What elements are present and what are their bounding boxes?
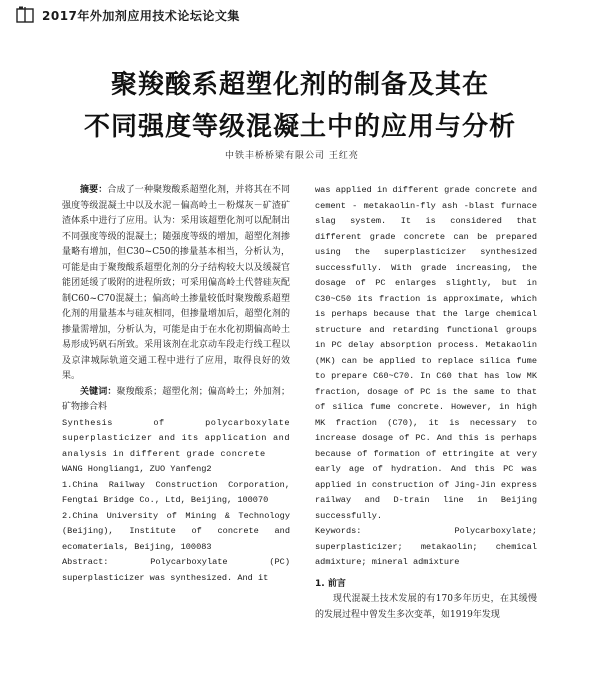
english-affil-1: 1.China Railway Construction Corporation, Fengtai Bridge Co., Ltd, Beijing, 100070 xyxy=(62,479,290,505)
english-keywords: Keywords: Polycarboxylate; superplasticizer; metakaolin; chemical admixture; mineral admixture xyxy=(315,526,537,567)
abstract-cn-text: 合成了一种聚羧酸系超塑化剂，并将其在不同强度等级混凝土中以及水泥－偏高岭土－粉煤灰－矿渣矿渣体系中进行了应用。认为：采用该超塑化剂可以配制出不同强度等级的混凝土；随强度等级的增加，超塑化剂掺量略有增加，但C30~C50的掺量基本相当，分析认为，可能是由于聚羧酸系超塑化剂的分子结构较大以及缓凝官能团延缓了吸附的进程所致；可采用偏高岭土代替硅灰配制C60~C70混凝土；偏高岭土掺量较低时聚羧酸系超塑化剂的用量基本与硅灰相同，但掺量增加后，超塑化剂的掺量需增加，分析认为，可能是由于在水化初期偏高岭土易形成钙矾石所致。采用该剂在北京动车段走行线工程以及京津城际轨道交通工程中进行了应用，取得良好的效果。 xyxy=(62,185,290,381)
book-icon xyxy=(16,6,34,24)
paper-title-line1: 聚羧酸系超塑化剂的制备及其在 xyxy=(110,70,489,100)
right-column xyxy=(315,183,537,623)
english-abstract-cont: was applied in different grade concrete and cement - metakaolin-fly ash -blast furnace slag system. It is considered that different grade concrete can be prepared using the superplasticizer synthesized successfully. With grade increasing, the dosage of PC enlarges slightly, but in C30~C50 its fraction is approximate, which is perhaps because that the large chemical structure and retarding functional groups in PC delay absorption process. Metakaolin (MK) can be applied to replace silica fume to prepare C60~C70. In C60 that has low MK fraction, dosage of PC is the same to that of silica fume concrete. However, in high MK fraction (C70), it is necessary to increase dosage of PC. And this is perhaps because of formation of ettringite at very early age of hydration. And this PC was applied in construction of Jing-Jin express railway and D-train line in Beijing successfully. xyxy=(315,185,537,521)
english-title: Synthesis of polycarboxylate superplasticizer and its application and analysis in different grade concrete xyxy=(62,417,290,459)
author-affiliation: 中铁丰桥桥梁有限公司 王红亮 xyxy=(225,151,359,161)
paper-title-line2: 不同强度等级混凝土中的应用与分析 xyxy=(83,112,516,142)
section-heading: 1. 前言 xyxy=(315,578,346,589)
keywords-cn-text: 聚羧酸系；超塑化剂；偏高岭土；外加剂；矿物掺合料 xyxy=(62,386,290,412)
abstract-cn xyxy=(62,183,290,385)
english-authors: WANG Hongliang1, ZUO Yanfeng2 xyxy=(62,464,212,474)
header-text: 2017年外加剂应用技术论坛论文集 xyxy=(42,8,240,23)
running-header xyxy=(16,6,240,24)
keywords-cn xyxy=(62,385,290,416)
english-abstract-start: Abstract: Polycarboxylate (PC) superplasticizer was synthesized. And it xyxy=(62,557,290,583)
english-affil-2: 2.China University of Mining & Technology (Beijing), Institute of concrete and ecomaterials, Beijing, 100083 xyxy=(62,510,290,552)
abstract-cn-label: 摘要： xyxy=(80,185,108,195)
left-column xyxy=(62,183,290,586)
keywords-cn-label: 关键词： xyxy=(80,386,117,397)
section-text: 现代混凝土技术发展的有170多年历史，在其缓慢的发展过程中曾发生多次变革，如1919年发现 xyxy=(315,594,537,620)
